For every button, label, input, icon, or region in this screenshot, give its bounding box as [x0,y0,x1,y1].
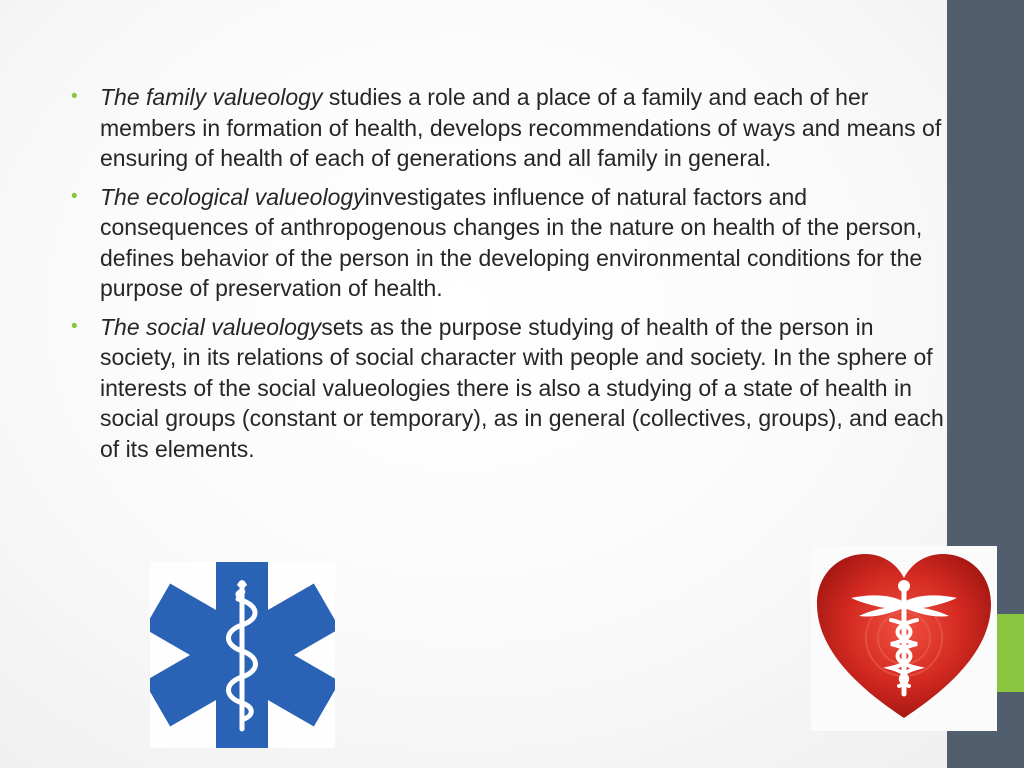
star-of-life-icon [150,562,335,748]
star-of-life-image [150,562,335,748]
bullet-icon: • [71,86,78,107]
bullet-text: sets as the purpose studying of health of the person in society, in its relations of social character with people and society. In the sphere of interests of the social valueologies there is also a studying of a state of health in social groups (constant or temporary), as in general (collectives, groups), and each of its elements. [100,313,944,462]
bullet-text: investigates influence of natural factors and consequences of anthropogenous changes in the nature on health of the person, defines behavior of the person in the developing environmental conditions for the purpose of preservation of health. [100,183,923,301]
bullet-list [68,82,948,464]
side-accent [997,614,1024,692]
bullet-term: The family valueology [100,84,323,110]
bullet-item-ecological [68,182,948,304]
heart-caduceus-image [811,546,997,731]
bullet-term: The ecological valueology [100,183,365,210]
bullet-item-family [68,82,948,174]
bullet-icon: • [71,185,78,207]
bullet-icon: • [71,315,78,337]
bullet-text: studies a role and a place of a family and each of her members in formation of health, develops recommendations of ways and means of ensuring of health of each of generations and all family in general. [100,84,942,171]
heart-caduceus-icon [811,546,997,731]
bullet-item-social [68,312,948,465]
bullet-term: The social valueology [100,313,322,340]
slide-content [68,82,948,472]
